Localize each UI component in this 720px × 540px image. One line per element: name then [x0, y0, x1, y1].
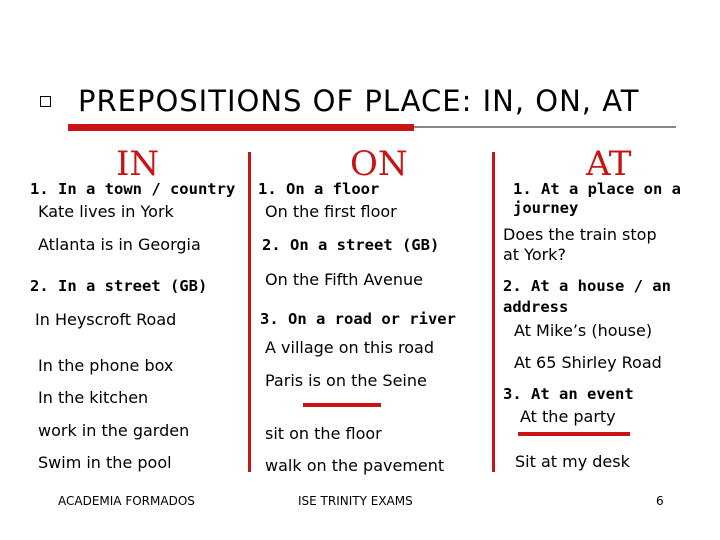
in-subheading-1: 1. In a town / country [30, 180, 236, 198]
in-example-4: In the phone box [38, 356, 174, 375]
at-example-4: At the party [520, 407, 616, 426]
title-underline-thin [414, 126, 676, 128]
page-number: 6 [656, 494, 664, 508]
at-example-1-line1: Does the train stop [503, 225, 657, 244]
at-example-2: At Mike’s (house) [514, 321, 653, 340]
at-example-1-line2: at York? [503, 245, 566, 264]
heading-at: AT [586, 144, 632, 184]
at-example-5: Sit at my desk [515, 452, 630, 471]
heading-on: ON [350, 144, 408, 184]
column-divider-2 [492, 152, 495, 472]
on-subheading-3: 3. On a road or river [260, 310, 456, 328]
on-example-5: sit on the floor [265, 424, 382, 443]
in-subheading-2: 2. In a street (GB) [30, 277, 208, 295]
in-example-3: In Heyscroft Road [35, 310, 177, 329]
title-underline-red [68, 124, 414, 131]
in-example-1: Kate lives in York [38, 202, 174, 221]
on-separator-line [303, 403, 381, 407]
in-example-2: Atlanta is in Georgia [38, 235, 201, 254]
at-example-3: At 65 Shirley Road [514, 353, 662, 372]
at-subheading-2-line2: address [503, 298, 569, 316]
at-separator-line [518, 432, 630, 436]
at-subheading-1-line2: journey [513, 199, 579, 217]
page-title: PREPOSITIONS OF PLACE: IN, ON, AT [78, 84, 640, 118]
on-subheading-1: 1. On a floor [258, 180, 380, 198]
at-subheading-3: 3. At an event [503, 385, 634, 403]
at-subheading-2-line1: 2. At a house / an [503, 277, 671, 295]
footer-center: ISE TRINITY EXAMS [298, 494, 413, 508]
on-example-4: Paris is on the Seine [265, 371, 427, 390]
heading-in: IN [116, 144, 160, 184]
on-example-1: On the first floor [265, 202, 397, 221]
column-divider-1 [248, 152, 251, 472]
on-example-2: On the Fifth Avenue [265, 270, 423, 289]
on-example-6: walk on the pavement [265, 456, 445, 475]
in-example-6: work in the garden [38, 421, 190, 440]
in-example-7: Swim in the pool [38, 453, 172, 472]
title-bullet-icon [40, 96, 51, 107]
in-example-5: In the kitchen [38, 388, 149, 407]
on-example-3: A village on this road [265, 338, 434, 357]
at-subheading-1-line1: 1. At a place on a [513, 180, 681, 198]
on-subheading-2: 2. On a street (GB) [262, 236, 440, 254]
footer-left: ACADEMIA FORMADOS [58, 494, 195, 508]
